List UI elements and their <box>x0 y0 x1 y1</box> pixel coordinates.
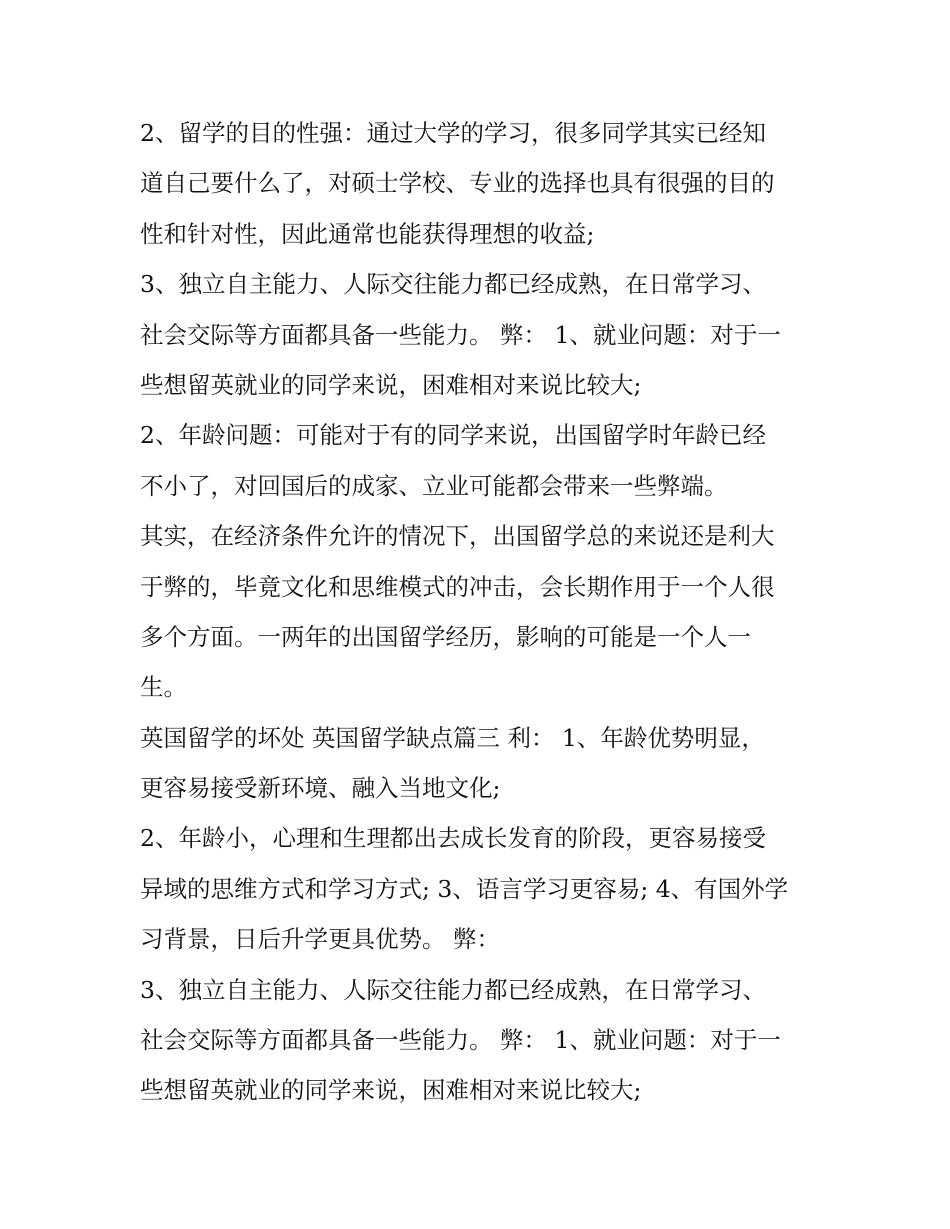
text-line: 更容易接受新环境、融入当地文化; <box>140 774 501 803</box>
text-line: 些想留英就业的同学来说，困难相对来说比较大; <box>140 1076 642 1105</box>
text-line: 性和针对性，因此通常也能获得理想的收益; <box>140 219 595 248</box>
text-line: 其实，在经济条件允许的情况下，出国留学总的来说还是利大 <box>140 522 775 551</box>
text-line: 2、年龄问题：可能对于有的同学来说，出国留学时年龄已经 <box>140 421 766 450</box>
text-line: 3、独立自主能力、人际交往能力都已经成熟，在日常学习、 <box>140 270 766 299</box>
text-line: 习背景，日后升学更具优势。 弊： <box>140 925 500 954</box>
document-body <box>140 108 820 1116</box>
text-line: 道自己要什么了，对硕士学校、专业的选择也具有很强的目的 <box>140 169 775 198</box>
text-line: 不小了，对回国后的成家、立业可能都会带来一些弊端。 <box>140 471 728 500</box>
text-line: 生。 <box>140 673 187 702</box>
text-line: 异域的思维方式和学习方式; 3、语言学习更容易; 4、有国外学 <box>140 874 789 903</box>
text-line: 于弊的，毕竟文化和思维模式的冲击，会长期作用于一个人很 <box>140 572 775 601</box>
text-line: 社会交际等方面都具备一些能力。 弊： 1、就业问题：对于一 <box>140 320 781 349</box>
text-line: 些想留英就业的同学来说，困难相对来说比较大; <box>140 370 642 399</box>
text-line: 社会交际等方面都具备一些能力。 弊： 1、就业问题：对于一 <box>140 1026 781 1055</box>
text-line: 2、年龄小，心理和生理都出去成长发育的阶段，更容易接受 <box>140 824 766 853</box>
text-line: 英国留学的坏处 英国留学缺点篇三 利： 1、年龄优势明显， <box>140 723 765 752</box>
text-line: 多个方面。一两年的出国留学经历，影响的可能是一个人一 <box>140 622 751 651</box>
text-line: 3、独立自主能力、人际交往能力都已经成熟，在日常学习、 <box>140 975 766 1004</box>
text-line: 2、留学的目的性强：通过大学的学习，很多同学其实已经知 <box>140 119 766 147</box>
